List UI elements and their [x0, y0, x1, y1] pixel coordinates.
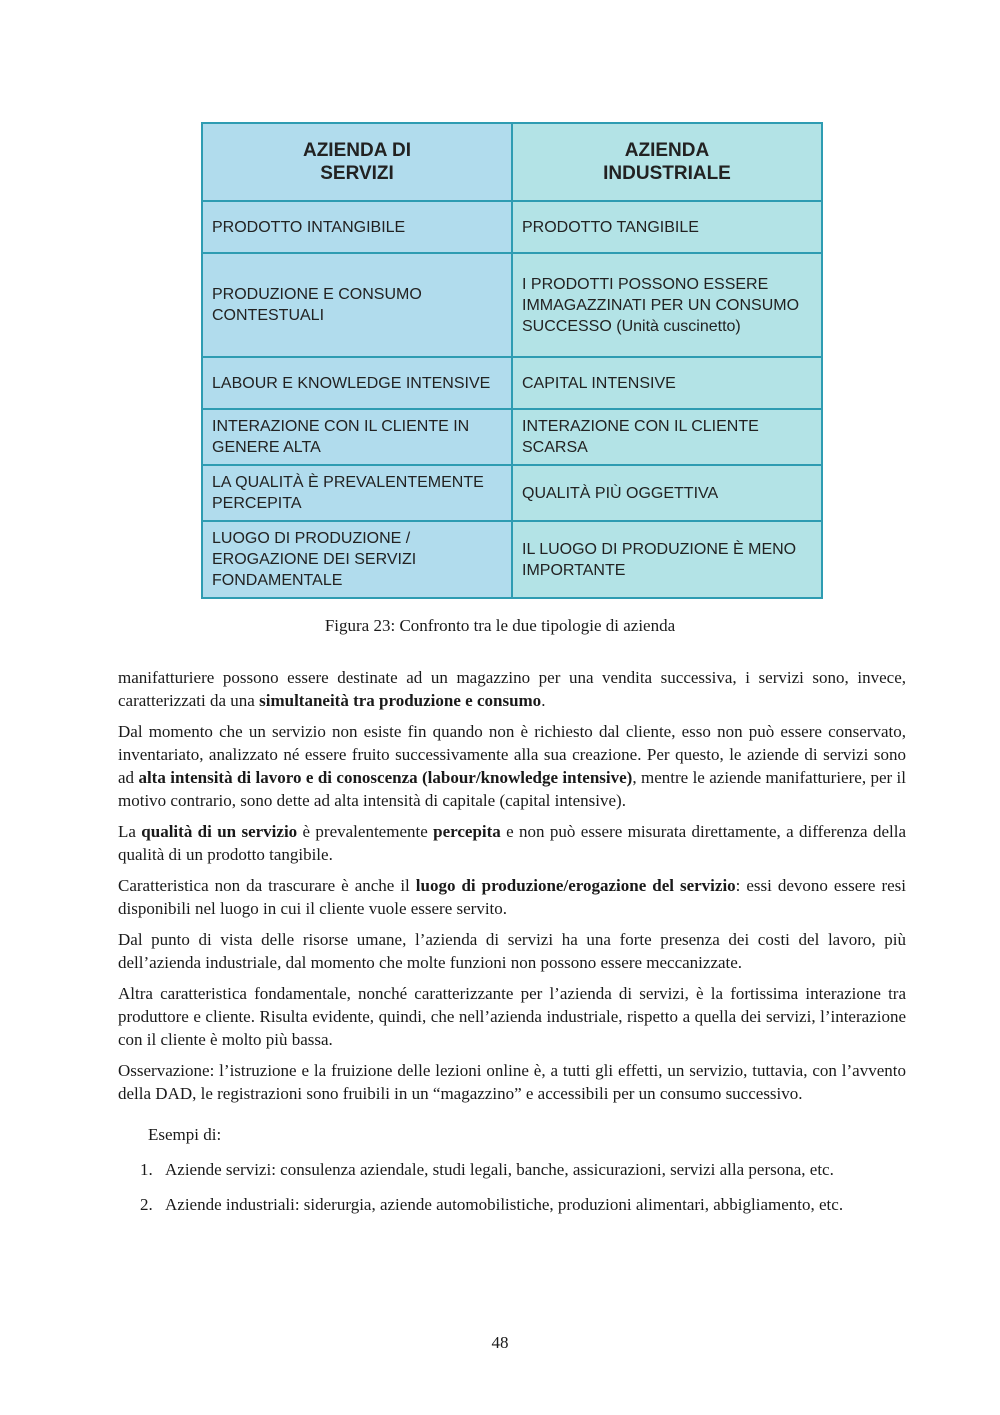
examples-intro: Esempi di: [148, 1125, 222, 1144]
table-cell: INTERAZIONE CON IL CLIENTE SCARSA [512, 409, 822, 465]
bold-text: qualità di un servizio [141, 822, 298, 841]
table-cell: PRODUZIONE E CONSUMO CONTESTUALI [202, 253, 512, 357]
paragraph: Osservazione: l’istruzione e la fruizione delle lezioni online è, a tutti gli effetti, un servizio, tuttavia, con l’avvento della DAD, le registrazioni sono fruibili in un “magazzino” e accessibili per un consumo successivo. [118, 1061, 906, 1103]
paragraph [118, 874, 906, 920]
paragraph: Dal punto di vista delle risorse umane, l’azienda di servizi ha una forte presenza dei costi del lavoro, più dell’azienda industriale, dal momento che molte funzioni non possono essere meccanizzate. [118, 930, 906, 972]
text-run: La [118, 822, 142, 841]
header-line: INDUSTRIALE [603, 163, 731, 184]
header-line: SERVIZI [320, 163, 394, 184]
text-run: è prevalentemente [297, 822, 434, 841]
table-row [202, 465, 822, 521]
list-item [118, 1158, 906, 1181]
text-run: Dal momento che un servizio non esiste fin quando non è richiesto dal cliente, esso non può essere conservato, inventariato, analizzato né essere fruito successivamente alla sua creazione. Per questo, le aziende di servizi sono ad [118, 722, 906, 787]
text-run: : essi devono essere resi disponibili nel luogo in cui il cliente vuole essere servito. [118, 876, 906, 918]
header-line: AZIENDA [624, 140, 710, 161]
text-run: . [541, 691, 546, 710]
header-azienda-industriale [512, 123, 822, 201]
table-cell: I PRODOTTI POSSONO ESSERE IMMAGAZZINATI PER UN CONSUMO SUCCESSO (Unità cuscinetto) [512, 253, 822, 357]
table-cell: LUOGO DI PRODUZIONE / EROGAZIONE DEI SERVIZI FONDAMENTALE [202, 521, 512, 598]
paragraph [118, 666, 906, 712]
table-cell: CAPITAL INTENSIVE [512, 357, 822, 409]
paragraph [118, 720, 906, 812]
table-cell: IL LUOGO DI PRODUZIONE È MENO IMPORTANTE [512, 521, 822, 598]
comparison-table [201, 122, 823, 599]
table-cell: PRODOTTO TANGIBILE [512, 201, 822, 253]
figure-caption: Figura 23: Confronto tra le due tipologie di azienda [324, 616, 676, 635]
text-run: e non può essere misurata direttamente, a differenza della qualità di un prodotto tangibile. [118, 822, 906, 864]
table-cell: LA QUALITÀ È PREVALENTEMENTE PERCEPITA [202, 465, 512, 521]
examples-list [118, 1158, 906, 1216]
table-row [202, 253, 822, 357]
bold-text: alta intensità di lavoro e di conoscenza (labour/knowledge intensive) [138, 768, 633, 787]
list-item [118, 1193, 906, 1216]
table-row [202, 409, 822, 465]
bold-text: luogo di produzione/erogazione del servizio [415, 876, 736, 895]
table-cell: QUALITÀ PIÙ OGGETTIVA [512, 465, 822, 521]
table-cell: LABOUR E KNOWLEDGE INTENSIVE [202, 357, 512, 409]
header-line: AZIENDA DI [302, 140, 412, 161]
table-cell: INTERAZIONE CON IL CLIENTE IN GENERE ALTA [202, 409, 512, 465]
list-number: 1. [140, 1160, 153, 1179]
text-run: manifatturiere possono essere destinate ad un magazzino per una vendita successiva, i servizi sono, invece, caratterizzati da una [118, 668, 906, 710]
text-run: Caratteristica non da trascurare è anche il [118, 876, 416, 895]
list-number: 2. [140, 1195, 153, 1214]
header-azienda-servizi [202, 123, 512, 201]
list-item-text: Aziende servizi: consulenza aziendale, studi legali, banche, assicurazioni, servizi alla persona, etc. [165, 1160, 834, 1179]
table-cell: PRODOTTO INTANGIBILE [202, 201, 512, 253]
table-row [202, 201, 822, 253]
page-number: 48 [491, 1333, 509, 1352]
list-item-text: Aziende industriali: siderurgia, aziende automobilistiche, produzioni alimentari, abbigliamento, etc. [165, 1195, 844, 1214]
bold-text: simultaneità tra produzione e consumo [259, 691, 542, 710]
body-text [118, 666, 906, 1228]
table-header-row [202, 123, 822, 201]
table-row [202, 357, 822, 409]
text-run: , mentre le aziende manifatturiere, per il motivo contrario, sono dette ad alta intensità di capitale (capital intensive). [118, 768, 907, 810]
table-row [202, 521, 822, 598]
bold-text: percepita [433, 822, 501, 841]
paragraph: Altra caratteristica fondamentale, nonché caratterizzante per l’azienda di servizi, è la fortissima interazione tra produttore e cliente. Risulta evidente, quindi, che nell’azienda industriale, rispetto a quella dei servizi, l’interazione con il cliente è molto più bassa. [118, 984, 906, 1049]
paragraph [118, 820, 906, 866]
